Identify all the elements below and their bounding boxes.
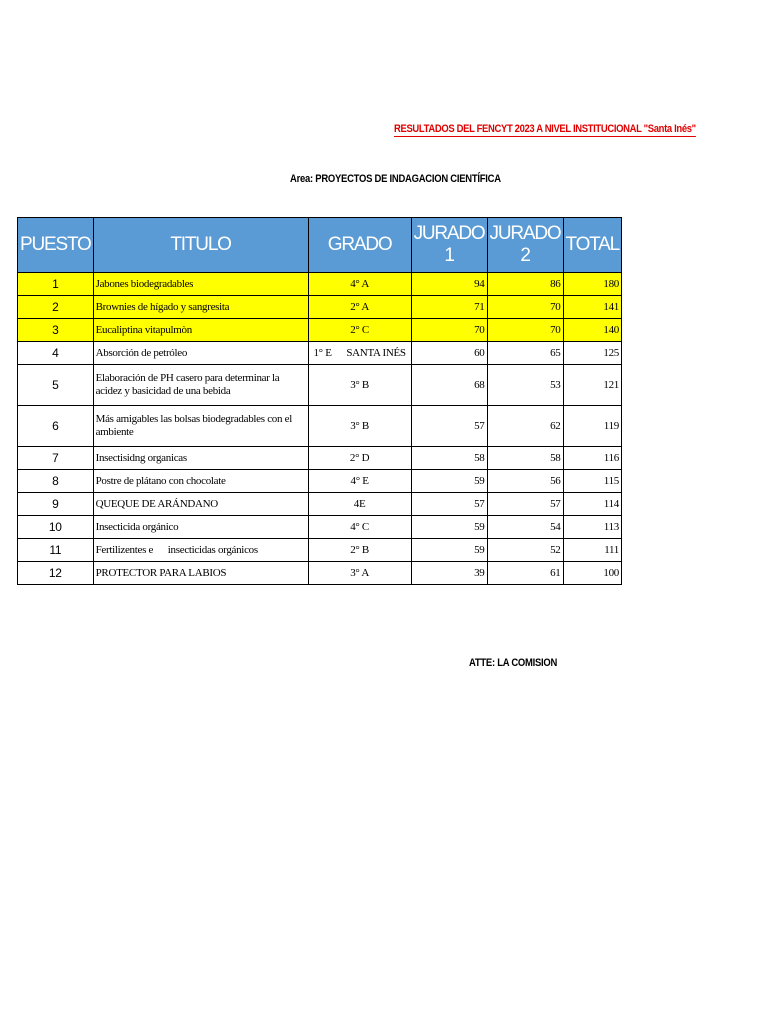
cell-puesto: 1	[18, 273, 94, 296]
cell-total: 121	[563, 365, 621, 406]
table-row	[18, 273, 622, 296]
cell-puesto: 2	[18, 296, 94, 319]
cell-jurado-2: 56	[487, 470, 563, 493]
cell-total: 140	[563, 319, 621, 342]
header-grado: GRADO	[308, 218, 411, 273]
area-label: Area: PROYECTOS DE INDAGACION CIENTÍFICA	[290, 173, 501, 185]
cell-total: 119	[563, 406, 621, 447]
cell-grado: 4° E	[308, 470, 411, 493]
header-titulo: TITULO	[93, 218, 308, 273]
table-row	[18, 296, 622, 319]
cell-puesto: 8	[18, 470, 94, 493]
cell-jurado-1: 57	[411, 493, 487, 516]
cell-jurado-1: 94	[411, 273, 487, 296]
cell-jurado-1: 60	[411, 342, 487, 365]
cell-total: 141	[563, 296, 621, 319]
cell-jurado-1: 39	[411, 562, 487, 585]
cell-titulo: Absorción de petróleo	[93, 342, 308, 365]
page-title: RESULTADOS DEL FENCYT 2023 A NIVEL INSTITUCIONAL "Santa Inés"	[394, 123, 696, 135]
cell-grado: 2° D	[308, 447, 411, 470]
header-puesto: PUESTO	[18, 218, 94, 273]
cell-jurado-2: 57	[487, 493, 563, 516]
cell-puesto: 5	[18, 365, 94, 406]
cell-total: 115	[563, 470, 621, 493]
cell-puesto: 6	[18, 406, 94, 447]
cell-total: 113	[563, 516, 621, 539]
cell-grado: 2° A	[308, 296, 411, 319]
cell-titulo: Insectisidng organicas	[93, 447, 308, 470]
cell-titulo: Eucaliptina vitapulmòn	[93, 319, 308, 342]
cell-jurado-2: 53	[487, 365, 563, 406]
cell-total: 180	[563, 273, 621, 296]
table-row	[18, 406, 622, 447]
cell-grado: 3° A	[308, 562, 411, 585]
cell-jurado-2: 70	[487, 296, 563, 319]
cell-jurado-1: 71	[411, 296, 487, 319]
cell-total: 114	[563, 493, 621, 516]
cell-titulo: Fertilizentes e insecticidas orgánicos	[93, 539, 308, 562]
cell-titulo: Jabones biodegradables	[93, 273, 308, 296]
cell-total: 100	[563, 562, 621, 585]
results-table	[17, 217, 622, 585]
cell-total: 116	[563, 447, 621, 470]
table-row	[18, 319, 622, 342]
signature: ATTE: LA COMISION	[469, 657, 558, 669]
cell-titulo: Elaboración de PH casero para determinar la acidez y basicidad de una bebida	[93, 365, 308, 406]
cell-puesto: 11	[18, 539, 94, 562]
cell-jurado-2: 86	[487, 273, 563, 296]
table-row	[18, 539, 622, 562]
cell-puesto: 9	[18, 493, 94, 516]
cell-titulo: PROTECTOR PARA LABIOS	[93, 562, 308, 585]
cell-grado: 4° A	[308, 273, 411, 296]
table-row	[18, 516, 622, 539]
table-row	[18, 365, 622, 406]
cell-jurado-2: 58	[487, 447, 563, 470]
cell-total: 125	[563, 342, 621, 365]
header-total: TOTAL	[563, 218, 621, 273]
cell-puesto: 10	[18, 516, 94, 539]
cell-jurado-1: 59	[411, 516, 487, 539]
cell-puesto: 7	[18, 447, 94, 470]
cell-titulo: Postre de plátano con chocolate	[93, 470, 308, 493]
cell-jurado-2: 61	[487, 562, 563, 585]
cell-jurado-1: 68	[411, 365, 487, 406]
cell-jurado-2: 54	[487, 516, 563, 539]
cell-titulo: Insecticida orgánico	[93, 516, 308, 539]
cell-puesto: 3	[18, 319, 94, 342]
cell-grado: 2° C	[308, 319, 411, 342]
table-row	[18, 562, 622, 585]
table-row	[18, 470, 622, 493]
cell-grado: 2° B	[308, 539, 411, 562]
cell-total: 111	[563, 539, 621, 562]
cell-jurado-2: 52	[487, 539, 563, 562]
cell-grado: 3° B	[308, 365, 411, 406]
cell-jurado-1: 70	[411, 319, 487, 342]
cell-jurado-1: 59	[411, 539, 487, 562]
cell-puesto: 12	[18, 562, 94, 585]
cell-titulo: QUEQUE DE ARÁNDANO	[93, 493, 308, 516]
cell-jurado-2: 62	[487, 406, 563, 447]
table-row	[18, 447, 622, 470]
header-jurado-2: JURADO 2	[487, 218, 563, 273]
cell-jurado-1: 57	[411, 406, 487, 447]
cell-jurado-2: 65	[487, 342, 563, 365]
cell-jurado-2: 70	[487, 319, 563, 342]
cell-grado: 1° E SANTA INÉS	[308, 342, 411, 365]
cell-puesto: 4	[18, 342, 94, 365]
table-header-row	[18, 218, 622, 273]
cell-grado: 3° B	[308, 406, 411, 447]
cell-jurado-1: 58	[411, 447, 487, 470]
cell-grado: 4° C	[308, 516, 411, 539]
cell-titulo: Brownies de hígado y sangresita	[93, 296, 308, 319]
table-row	[18, 342, 622, 365]
cell-grado: 4E	[308, 493, 411, 516]
table-row	[18, 493, 622, 516]
cell-jurado-1: 59	[411, 470, 487, 493]
cell-titulo: Más amigables las bolsas biodegradables con el ambiente	[93, 406, 308, 447]
header-jurado-1: JURADO 1	[411, 218, 487, 273]
